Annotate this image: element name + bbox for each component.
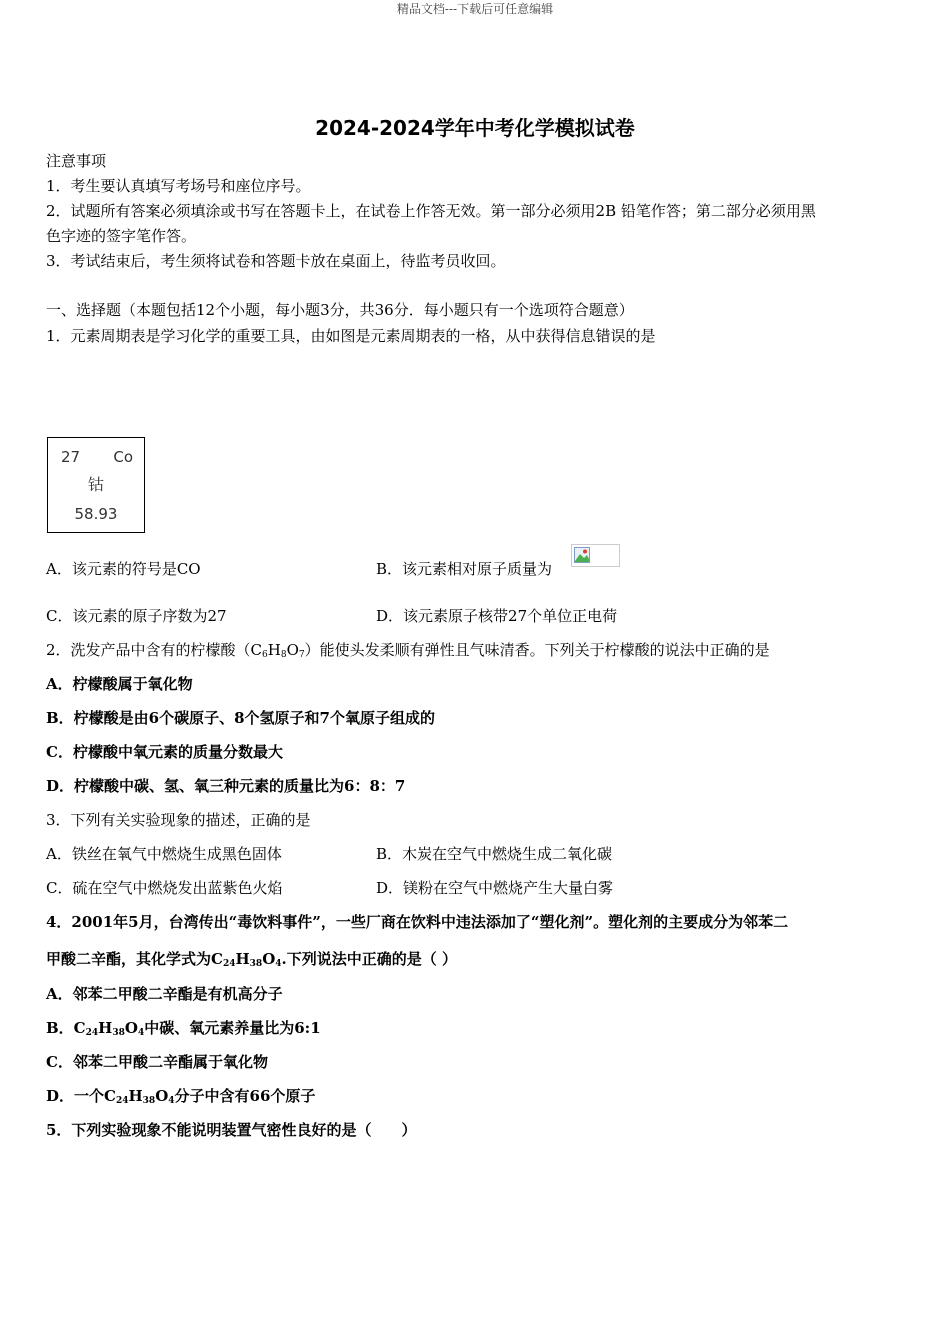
q1-option-c: C．该元素的原子序数为27 <box>46 607 227 625</box>
broken-image-icon <box>574 547 590 563</box>
q1-option-b: B．该元素相对原子质量为 <box>376 560 553 578</box>
q4-option-b: B．$C_{24}H_{38}O_4$中碳、氧元素养量比为6:1 <box>46 1019 321 1038</box>
atomic-number: 27 <box>61 448 81 466</box>
element-name: 钴 <box>87 475 104 494</box>
q2-option-b: B．柠檬酸是由6个碳原子、8个氢原子和7个氧原子组成的 <box>46 709 435 727</box>
q4-stem-line2: 甲酸二辛酯，其化学式为$C_{24}H_{38}O_4$.下列说法中正确的是（ ） <box>46 950 457 969</box>
notice-item: 色字迹的签字笔作答。 <box>46 227 197 245</box>
q1-option-a: A．该元素的符号是CO <box>46 560 201 578</box>
q3-option-b: B．木炭在空气中燃烧生成二氧化碳 <box>376 845 613 863</box>
q2-stem: 2．洗发产品中含有的柠檬酸$(C_6H_8O_7)$能使头发柔顺有弹性且气味清香。下列关于柠檬酸的说法中正确的是 <box>46 641 770 660</box>
q3-option-a: A．铁丝在氧气中燃烧生成黑色固体 <box>46 845 282 863</box>
periodic-element-cell <box>47 437 145 533</box>
atomic-mass: 58.93 <box>74 505 118 523</box>
broken-image-placeholder <box>571 544 620 567</box>
notice-item: 1．考生要认真填写考场号和座位序号。 <box>46 177 311 195</box>
section-heading: 一、选择题（本题包括12个小题，每小题3分，共36分．每小题只有一个选项符合题意） <box>46 301 634 319</box>
page-title: 2024-2024学年中考化学模拟试卷 <box>315 116 635 140</box>
q5-stem: 5．下列实验现象不能说明装置气密性良好的是（ ） <box>46 1121 417 1139</box>
q4-option-c: C．邻苯二甲酸二辛酯属于氧化物 <box>46 1053 268 1071</box>
notice-heading: 注意事项 <box>46 152 107 170</box>
q1-stem: 1．元素周期表是学习化学的重要工具，由如图是元素周期表的一格，从中获得信息错误的是 <box>46 327 656 345</box>
q4-stem-line1: 4．2001年5月，台湾传出“毒饮料事件”，一些厂商在饮料中违法添加了“塑化剂”。塑化剂的主要成分为邻苯二 <box>46 913 789 931</box>
page-header: 精品文档---下载后可任意编辑 <box>396 2 554 16</box>
q4-option-a: A．邻苯二甲酸二辛酯是有机高分子 <box>46 985 283 1003</box>
q2-option-d: D．柠檬酸中碳、氢、氧三种元素的质量比为6：8：7 <box>46 777 406 795</box>
q2-option-c: C．柠檬酸中氧元素的质量分数最大 <box>46 743 283 761</box>
q3-stem: 3．下列有关实验现象的描述，正确的是 <box>46 811 311 829</box>
notice-item: 3．考试结束后，考生须将试卷和答题卡放在桌面上，待监考员收回。 <box>46 252 506 270</box>
q1-option-d: D．该元素原子核带27个单位正电荷 <box>376 607 618 625</box>
q3-option-c: C．硫在空气中燃烧发出蓝紫色火焰 <box>46 879 283 897</box>
q3-option-d: D．镁粉在空气中燃烧产生大量白雾 <box>376 879 614 897</box>
q4-option-d: D．一个$C_{24}H_{38}O_4$分子中含有66个原子 <box>46 1087 316 1106</box>
element-symbol: Co <box>113 448 133 466</box>
q2-option-a: A．柠檬酸属于氧化物 <box>46 675 193 693</box>
notice-item: 2．试题所有答案必须填涂或书写在答题卡上，在试卷上作答无效。第一部分必须用2B 铅笔作答；第二部分必须用黑 <box>46 202 816 220</box>
